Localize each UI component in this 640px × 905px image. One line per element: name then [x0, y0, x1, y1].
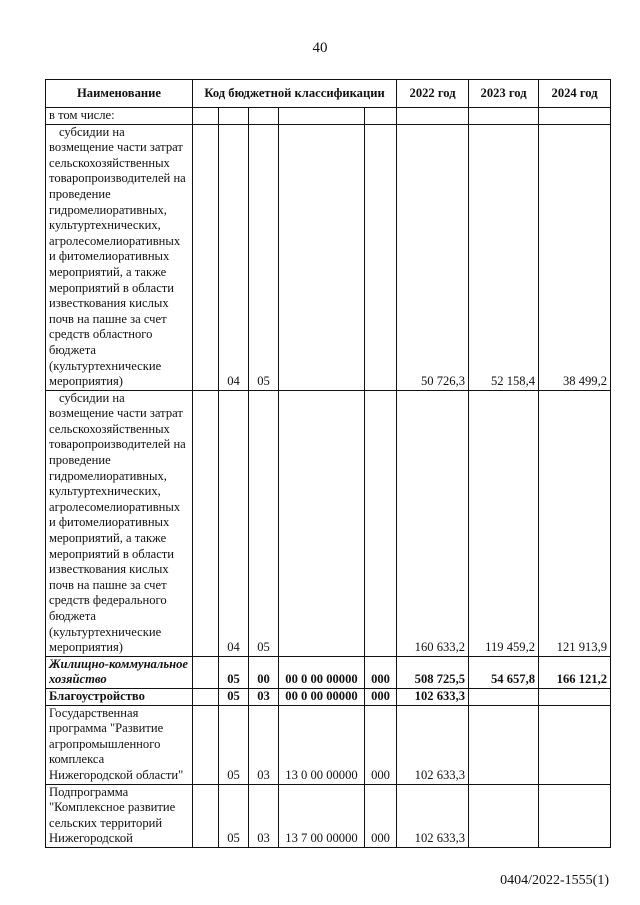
row-code-section: 05	[219, 656, 249, 688]
row-value-2022: 50 726,3	[397, 124, 469, 390]
budget-table	[45, 79, 611, 848]
header-2022: 2022 год	[397, 80, 469, 108]
row-name: Подпрограмма "Комплексное развитие сельских территорий Нижегородской	[46, 784, 193, 847]
row-value-2024	[539, 705, 611, 784]
row-code-target	[279, 390, 365, 656]
header-2023: 2023 год	[469, 80, 539, 108]
row-code-target: 13 0 00 00000	[279, 705, 365, 784]
row-value-2023	[469, 705, 539, 784]
row-code-type	[365, 108, 397, 125]
row-code-target: 00 0 00 00000	[279, 688, 365, 705]
row-code-section: 05	[219, 688, 249, 705]
row-value-2022	[397, 108, 469, 125]
row-value-2024: 38 499,2	[539, 124, 611, 390]
row-code-type: 000	[365, 688, 397, 705]
row-value-2022: 102 633,3	[397, 688, 469, 705]
row-code-section: 04	[219, 124, 249, 390]
document-code: 0404/2022-1555(1)	[500, 873, 609, 888]
row-code-type: 000	[365, 656, 397, 688]
header-name: Наименование	[46, 80, 193, 108]
row-value-2023	[469, 108, 539, 125]
page-number: 40	[312, 40, 328, 56]
row-name: субсидии на возмещение части затрат сельскохозяйственных товаропроизводителей на проведение гидромелиоративных, культуртехнических, агролесомелиоративных и фитомелиоративных мероприятий, а также мероприятий в области известкования кислых почв на пашне за счет средств областного бюджета (культуртехнические мероприятия)	[46, 124, 193, 390]
row-value-2023	[469, 784, 539, 847]
row-code-1	[193, 124, 219, 390]
row-code-subsection: 03	[249, 784, 279, 847]
row-value-2024: 166 121,2	[539, 656, 611, 688]
row-code-section	[219, 108, 249, 125]
row-code-subsection: 00	[249, 656, 279, 688]
header-budget-code: Код бюджетной классификации	[193, 80, 397, 108]
row-code-subsection	[249, 108, 279, 125]
row-value-2022: 508 725,5	[397, 656, 469, 688]
row-code-target: 00 0 00 00000	[279, 656, 365, 688]
row-code-type	[365, 124, 397, 390]
row-value-2022: 160 633,2	[397, 390, 469, 656]
row-value-2023: 54 657,8	[469, 656, 539, 688]
row-code-section: 05	[219, 784, 249, 847]
row-code-section: 05	[219, 705, 249, 784]
row-code-type	[365, 390, 397, 656]
table-header-row	[46, 80, 611, 108]
table-row	[46, 124, 611, 390]
row-code-type: 000	[365, 784, 397, 847]
row-code-type: 000	[365, 705, 397, 784]
table-row	[46, 784, 611, 847]
row-code-1	[193, 688, 219, 705]
row-value-2022: 102 633,3	[397, 705, 469, 784]
row-code-target	[279, 108, 365, 125]
row-value-2024	[539, 108, 611, 125]
row-name: Жилищно-коммунальное хозяйство	[46, 656, 193, 688]
row-code-1	[193, 784, 219, 847]
row-code-subsection: 03	[249, 688, 279, 705]
row-code-target	[279, 124, 365, 390]
row-value-2023: 119 459,2	[469, 390, 539, 656]
row-value-2023	[469, 688, 539, 705]
row-value-2022: 102 633,3	[397, 784, 469, 847]
row-value-2024	[539, 688, 611, 705]
row-code-target: 13 7 00 00000	[279, 784, 365, 847]
row-code-subsection: 03	[249, 705, 279, 784]
row-code-subsection: 05	[249, 124, 279, 390]
table-row	[46, 390, 611, 656]
row-value-2024: 121 913,9	[539, 390, 611, 656]
header-2024: 2024 год	[539, 80, 611, 108]
table-row	[46, 656, 611, 688]
row-value-2023: 52 158,4	[469, 124, 539, 390]
row-code-1	[193, 390, 219, 656]
row-name: Государственная программа "Развитие агропромышленного комплекса Нижегородской области"	[46, 705, 193, 784]
row-name: в том числе:	[46, 108, 193, 125]
row-code-1	[193, 656, 219, 688]
row-name: Благоустройство	[46, 688, 193, 705]
table-row	[46, 705, 611, 784]
row-code-subsection: 05	[249, 390, 279, 656]
row-code-1	[193, 108, 219, 125]
row-value-2024	[539, 784, 611, 847]
table-row	[46, 108, 611, 125]
row-code-1	[193, 705, 219, 784]
row-code-section: 04	[219, 390, 249, 656]
row-name: субсидии на возмещение части затрат сельскохозяйственных товаропроизводителей на проведение гидромелиоративных, культуртехнических, агролесомелиоративных и фитомелиоративных мероприятий, а также мероприятий в области известкования кислых почв на пашне за счет средств федерального бюджета (культуртехнические мероприятия)	[46, 390, 193, 656]
table-row	[46, 688, 611, 705]
